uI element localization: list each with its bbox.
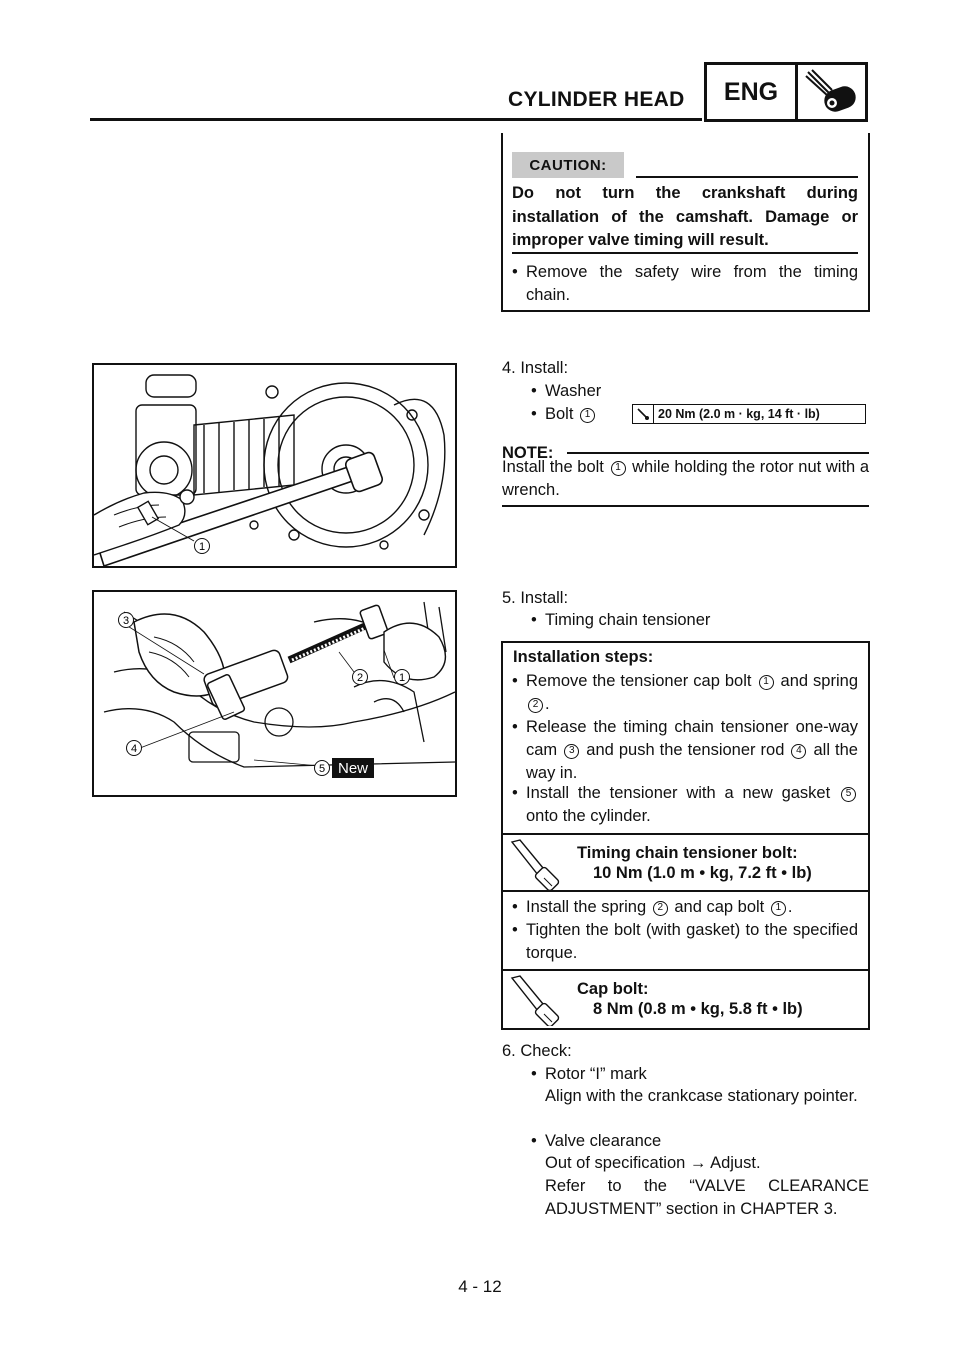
page-number: 4 - 12 [458,1277,502,1296]
rotor-bolt-illustration [92,363,457,568]
torque-wrench-icon [508,974,563,1026]
spec1-value: 10 Nm (1.0 m • kg, 7.2 ft • lb) [593,864,812,882]
step6-item-rotor-mark: • Rotor “I” mark [545,1063,647,1086]
installation-steps-title: Installation steps: [513,648,654,666]
note-rule [567,452,869,454]
caution-bullet: • Remove the safety wire from the timing chain. [526,261,858,307]
note-text: Install the bolt 1 while holding the rotor nut with a wrench. [502,458,869,499]
step4-item-washer: • Washer [545,380,601,403]
steps-separator [501,833,870,835]
photo-callout: 1 [198,541,206,553]
eng-label: ENG [707,65,798,119]
caution-label: CAUTION: [512,152,624,178]
photo-callout: 2 [356,672,364,684]
install-step: • Remove the tensioner cap bolt 1 and spring 2 . [526,670,858,716]
install-step: • Release the timing chain tensioner one-way cam 3 and push the tensioner rod 4 all the way in. [526,716,858,785]
ref-callout: 1 [611,461,626,476]
torque-spec-box [632,404,866,424]
spec1-title: Timing chain tensioner bolt: [577,844,798,862]
install-step: • Install the spring 2 and cap bolt 1 . [526,896,858,919]
steps-separator [501,969,870,971]
step4-heading: 4. Install: [502,359,569,377]
tensioner-illustration [92,590,457,797]
note-rule-bottom [502,505,869,507]
step6-rotor-text: Align with the crankcase stationary pointer. [545,1087,858,1105]
torque-wrench-icon [508,838,563,890]
torque-wrench-icon [633,405,654,423]
engine-service-icon [798,65,865,119]
photo-callout: 5 [318,763,326,775]
photo-callout: 4 [130,743,138,755]
photo-callout: 3 [122,615,130,627]
step6-item-valve-clearance: • Valve clearance [545,1130,661,1153]
photo-callout: 1 [398,672,406,684]
spec2-value: 8 Nm (0.8 m • kg, 5.8 ft • lb) [593,1000,803,1018]
spec2-title: Cap bolt: [577,980,649,998]
step4-item-bolt: • Bolt 1 [545,403,597,426]
step5-heading: 5. Install: [502,589,569,607]
step5-item: • Timing chain tensioner [545,609,710,632]
new-badge: New [337,760,369,777]
header-rule [90,118,702,121]
step6-valve-text2: Refer to the “VALVE CLEARANCE ADJUSTMENT” section in CHAPTER 3. [545,1177,869,1218]
ref-callout: 1 [580,408,595,423]
note-label: NOTE: [502,444,554,462]
torque-value: 20 Nm (2.0 m · kg, 14 ft · lb) [658,407,820,421]
step6-valve-text1: Out of specification → Adjust. [545,1154,761,1172]
page-title: CYLINDER HEAD [508,88,685,111]
install-step: • Tighten the bolt (with gasket) to the specified torque. [526,919,858,965]
eng-section-tab [704,62,868,122]
caution-rule-bottom [512,252,858,254]
install-step: • Install the tensioner with a new gasket 5 onto the cylinder. [526,782,858,828]
caution-text: Do not turn the crankshaft during installation of the camshaft. Damage or improper valve timing will result. [512,184,858,249]
step6-heading: 6. Check: [502,1042,572,1060]
caution-rule [636,176,858,178]
steps-separator [501,890,870,892]
